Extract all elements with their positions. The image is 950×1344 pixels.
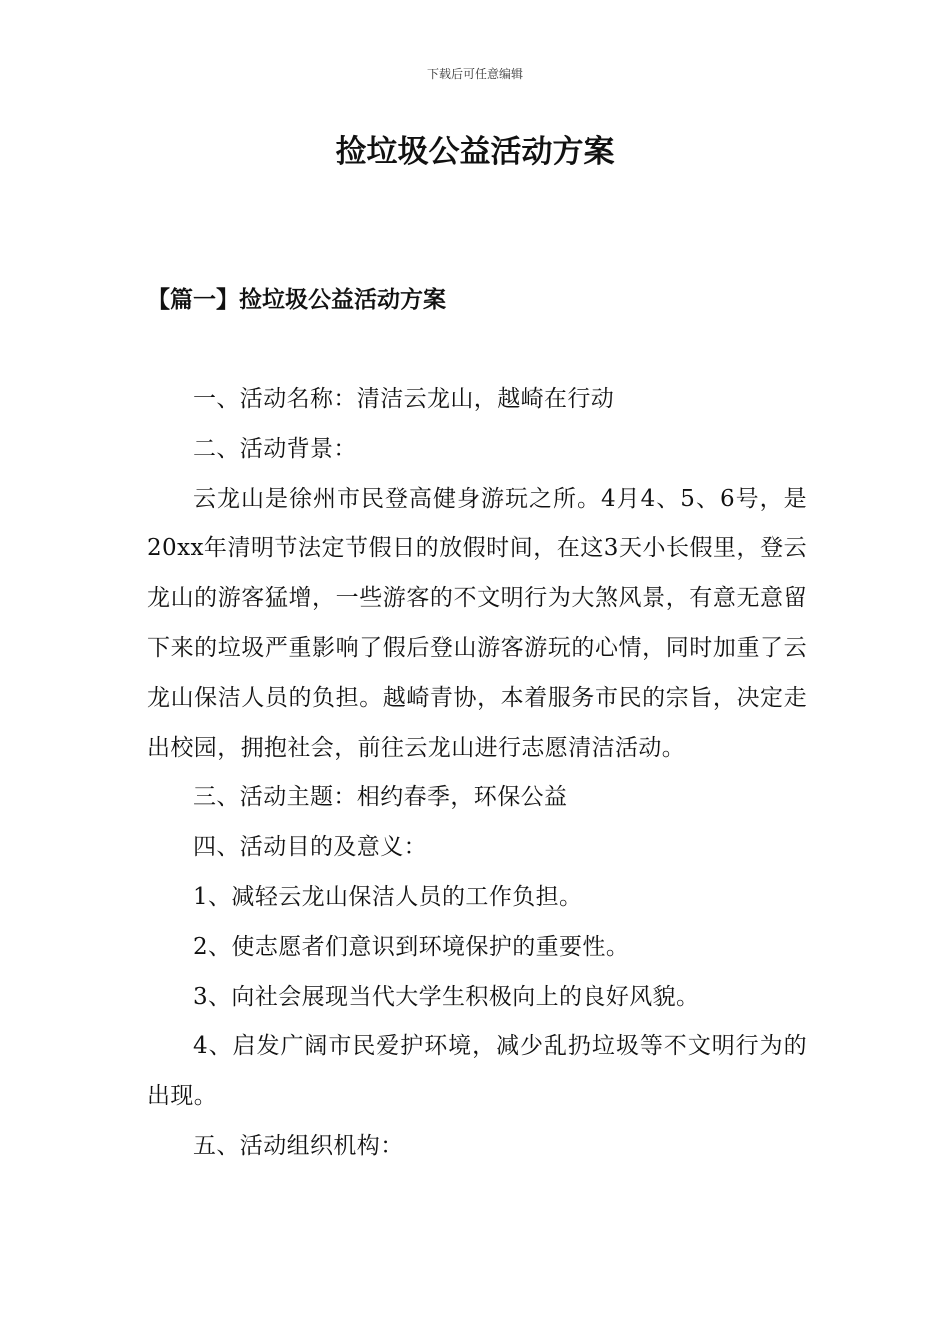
document-body: [147, 375, 807, 1172]
purpose-heading: 四、活动目的及意义：: [193, 834, 427, 861]
document-title: 捡垃圾公益活动方案: [335, 134, 615, 170]
purpose-item-1: 1、减轻云龙山保洁人员的工作负担。: [193, 883, 583, 910]
activity-name-paragraph: 一、活动名称：清洁云龙山，越崎在行动: [193, 386, 615, 412]
background-heading: 二、活动背景：: [193, 435, 357, 462]
purpose-item-2: 2、使志愿者们意识到环境保护的重要性。: [193, 933, 630, 960]
header-note: 下载后可任意编辑: [426, 67, 523, 81]
section-heading: 【篇一】捡垃圾公益活动方案: [147, 286, 446, 313]
purpose-item-4: 4、启发广阔市民爱护环境，减少乱扔垃圾等不文明行为的出现。: [147, 1033, 807, 1110]
background-paragraph: 云龙山是徐州市民登高健身游玩之所。4月4、5、6号，是20xx年清明节法定节假日的放假时间，在这3天小长假里，登云龙山的游客猛增，一些游客的不文明行为大煞风景，有意无意留下来的垃圾严重影响了假后登山游客游玩的心情，同时加重了云龙山保洁人员的负担。越崎青协，本着服务市民的宗旨，决定走出校园，拥抱社会，前往云龙山进行志愿清洁活动。: [147, 485, 807, 761]
organization-heading: 五、活动组织机构：: [193, 1132, 404, 1159]
purpose-item-3: 3、向社会展现当代大学生积极向上的良好风貌。: [193, 983, 700, 1010]
theme-paragraph: 三、活动主题：相约春季，环保公益: [193, 784, 568, 811]
